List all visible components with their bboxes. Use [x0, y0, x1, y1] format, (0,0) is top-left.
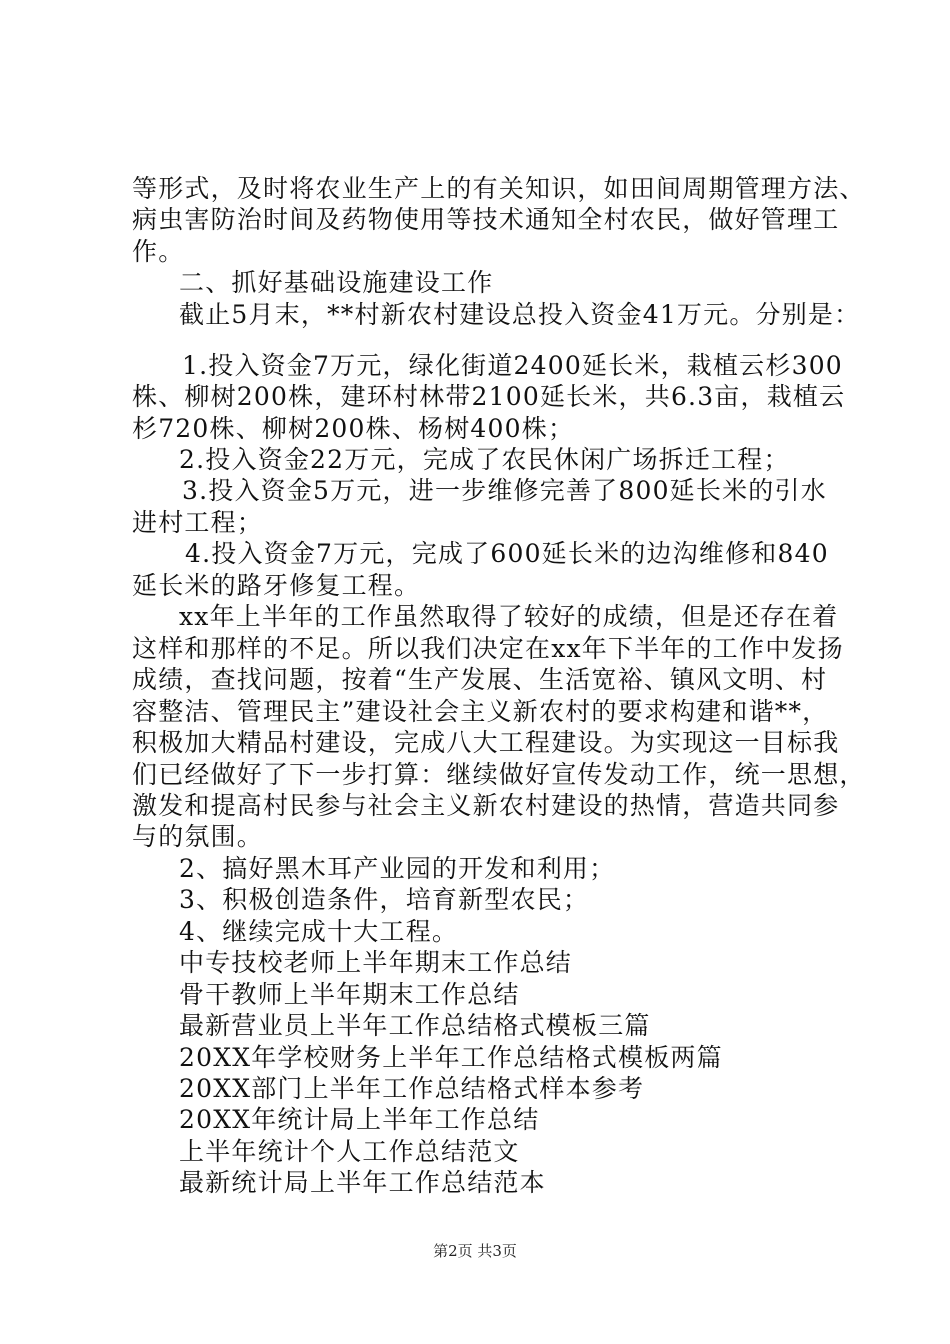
related-article-link[interactable]: 20XX年学校财务上半年工作总结格式模板两篇	[179, 1043, 723, 1072]
text-line: 成绩，查找问题，按着“生产发展、生活宽裕、镇风文明、村	[132, 665, 828, 694]
related-article-link[interactable]: 上半年统计个人工作总结范文	[179, 1137, 520, 1166]
text-line: 株、柳树200株，建环村林带2100延长米，共6.3亩，栽植云	[132, 382, 846, 411]
text-line: 这样和那样的不足。所以我们决定在xx年下半年的工作中发扬	[132, 634, 844, 663]
text-line: 延长米的路牙修复工程。	[132, 571, 421, 600]
related-article-link[interactable]: 中专技校老师上半年期末工作总结	[179, 948, 573, 977]
related-article-link[interactable]: 最新统计局上半年工作总结范本	[179, 1168, 546, 1197]
list-item: 3、积极创造条件，培育新型农民；	[179, 885, 590, 914]
text-line: 作。	[132, 237, 185, 266]
text-line: xx年上半年的工作虽然取得了较好的成绩，但是还存在着	[179, 602, 839, 631]
text-line: 截止5月末，**村新农村建设总投入资金41万元。分别是：	[179, 300, 861, 329]
list-item: 4.投入资金7万元，完成了600延长米的边沟维修和840	[185, 539, 829, 568]
list-item: 2、搞好黑木耳产业园的开发和利用；	[179, 854, 616, 883]
text-line: 们已经做好了下一步打算：继续做好宣传发动工作，统一思想，	[132, 760, 866, 789]
related-article-link[interactable]: 骨干教师上半年期末工作总结	[179, 980, 520, 1009]
related-article-link[interactable]: 20XX年统计局上半年工作总结	[179, 1105, 540, 1134]
text-line: 与的氛围。	[132, 822, 264, 851]
list-item: 2.投入资金22万元，完成了农民休闲广场拆迁工程；	[179, 445, 790, 474]
text-line: 积极加大精品村建设，完成八大工程建设。为实现这一目标我	[132, 728, 840, 757]
section-heading: 二、抓好基础设施建设工作	[179, 268, 494, 297]
list-item: 1.投入资金7万元，绿化街道2400延长米，栽植云杉300	[182, 351, 843, 380]
text-line: 进村工程；	[132, 508, 264, 537]
list-item: 4、继续完成十大工程。	[179, 917, 459, 946]
text-line: 等形式，及时将农业生产上的有关知识，如田间周期管理方法、	[132, 174, 866, 203]
text-line: 病虫害防治时间及药物使用等技术通知全村农民，做好管理工	[132, 205, 840, 234]
related-article-link[interactable]: 20XX部门上半年工作总结格式样本参考	[179, 1074, 645, 1103]
text-line: 杉720株、柳树200株、杨树400株；	[132, 414, 575, 443]
list-item: 3.投入资金5万元，进一步维修完善了800延长米的引水	[182, 476, 827, 505]
page-number-footer: 第2页 共3页	[433, 1242, 517, 1260]
text-line: 容整洁、管理民主”建设社会主义新农村的要求构建和谐**，	[132, 697, 829, 726]
text-line: 激发和提高村民参与社会主义新农村建设的热情，营造共同参	[132, 791, 840, 820]
related-article-link[interactable]: 最新营业员上半年工作总结格式模板三篇	[179, 1011, 651, 1040]
